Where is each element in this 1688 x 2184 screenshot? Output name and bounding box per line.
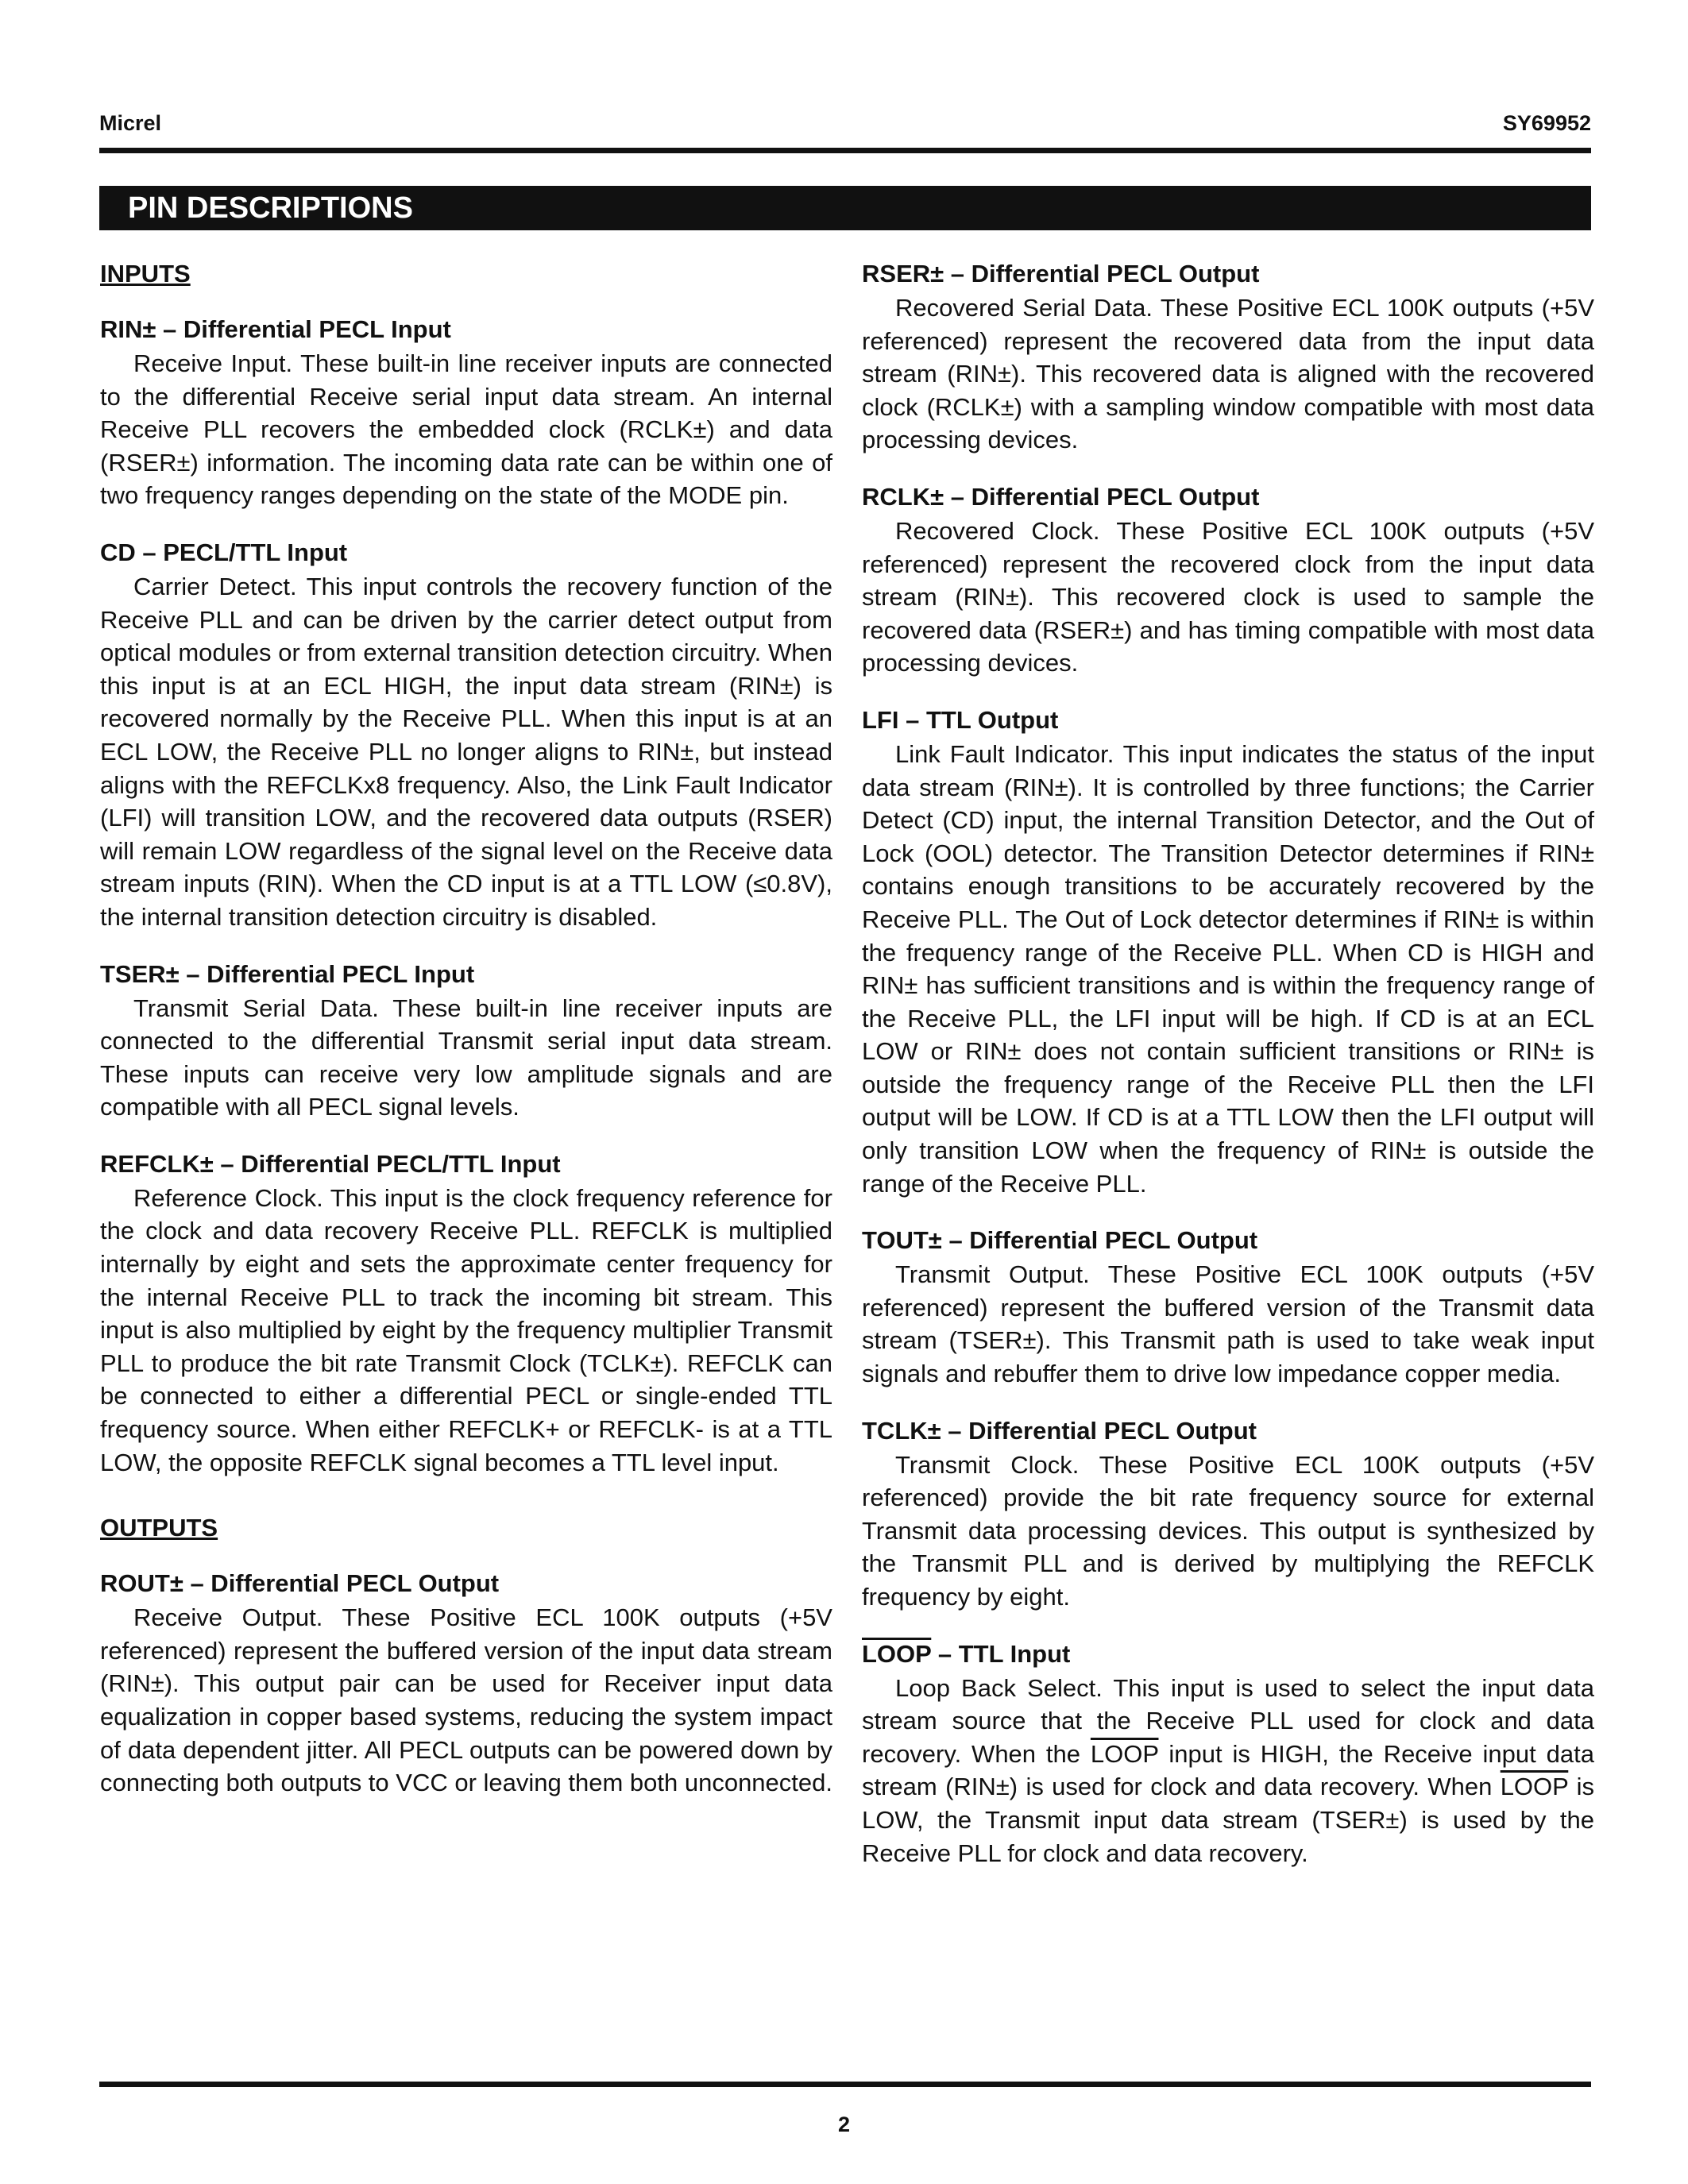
- right-column: [862, 258, 1594, 1894]
- section-banner: PIN DESCRIPTIONS: [99, 186, 1591, 230]
- pin-rin: [100, 314, 832, 512]
- pin-rser: [862, 258, 1594, 457]
- pin-description: Link Fault Indicator. This input indicates the status of the input data stream (RIN±). It is controlled by three functions; the Carrier Detect (CD) input, the internal Transition Detector, and the Out of Lock (OOL) detector. The Transition Detector determines if RIN± contains enough transitions to be accurately recovered by the Receive PLL. The Out of Lock detector determines if RIN± is within the frequency range of the Receive PLL. When CD is HIGH and RIN± has sufficient transitions and is within the frequency range of the Receive PLL, the LFI input will be high. If CD is at an ECL LOW or RIN± does not contain sufficient transitions or RIN± is outside the frequency range of the Receive PLL then the LFI output will be LOW. If CD is at a TTL LOW then the LFI output will only transition LOW when the frequency of RIN± is outside the range of the Receive PLL.: [862, 739, 1594, 1198]
- pin-description: Receive Input. These built-in line receiver inputs are connected to the differential Receive serial input data stream. An internal Receive PLL recovers the embedded clock (RCLK±) and data (RSER±) information. The incoming data rate can be within one of two frequency ranges depending on the state of the MODE pin.: [100, 349, 832, 510]
- header-part-number: SY69952: [1502, 111, 1591, 135]
- header-company: Micrel: [99, 111, 162, 135]
- pin-title: ROUT± – Differential PECL Output: [100, 1569, 500, 1598]
- outputs-heading: OUTPUTS: [100, 1514, 218, 1542]
- header-rule: [99, 148, 1591, 153]
- pin-description: Recovered Clock. These Positive ECL 100K outputs (+5V referenced) represent the recovered clock from the input data stream (RIN±). This recovered clock is used to sample the recovered data (RSER±) and has timing compatible with most data processing devices.: [862, 516, 1594, 677]
- pin-tser: [100, 959, 832, 1124]
- pin-refclk: [100, 1148, 832, 1479]
- loop-body-part: input is HIGH, the Receive input data stream (RIN±) is used for clock and data recovery. When: [862, 1739, 1594, 1801]
- pin-description: Transmit Output. These Positive ECL 100K outputs (+5V referenced) represent the buffered version of the Transmit data stream (TSER±). This Transmit path is used to take weak input signals and rebuffer them to drive low impedance copper media.: [862, 1260, 1594, 1388]
- pin-description: Reference Clock. This input is the clock frequency reference for the clock and data recovery Receive PLL. REFCLK is multiplied internally by eight and sets the approximate center frequency for the internal Receive PLL to track the incoming bit stream. This input is also multiplied by eight by the frequency multiplier Transmit PLL to produce the bit rate Transmit Clock (TCLK±). REFCLK can be connected to either a differential PECL or single-ended TTL frequency source. When either REFCLK+ or REFCLK- is at a TTL LOW, the opposite REFCLK signal becomes a TTL level input.: [100, 1183, 832, 1476]
- pin-lfi: [862, 704, 1594, 1200]
- pin-tclk: [862, 1415, 1594, 1614]
- loop-name-overline: LOOP: [862, 1639, 932, 1668]
- pin-title: RIN± – Differential PECL Input: [100, 315, 451, 343]
- pin-rout: [100, 1568, 832, 1800]
- pin-title: TOUT± – Differential PECL Output: [862, 1226, 1258, 1255]
- loop-body-overline: LOOP: [1090, 1739, 1159, 1768]
- inputs-heading: INPUTS: [100, 260, 191, 287]
- loop-title-rest: – TTL Input: [931, 1639, 1071, 1668]
- pin-title: RSER± – Differential PECL Output: [862, 260, 1260, 287]
- pin-description: Transmit Clock. These Positive ECL 100K outputs (+5V referenced) provide the bit rate frequency source for external Transmit data processing devices. This output is synthesized by the Transmit PLL and is derived by multiplying the REFCLK frequency by eight.: [862, 1450, 1594, 1611]
- pin-description: Carrier Detect. This input controls the recovery function of the Receive PLL and can be driven by the carrier detect output from optical modules or from external transition detection circuitry. When this input is at an ECL HIGH, the input data stream (RIN±) is recovered normally by the Receive PLL. When this input is at an ECL LOW, the Receive PLL no longer aligns to RIN±, but instead aligns with the REFCLKx8 frequency. Also, the Link Fault Indicator (LFI) will transition LOW, and the recovered data outputs (RSER) will remain LOW regardless of the signal level on the Receive data stream inputs (RIN). When the CD input is at a TTL LOW (≤0.8V), the internal transition detection circuitry is disabled.: [100, 572, 832, 931]
- pin-title: REFCLK± – Differential PECL/TTL Input: [100, 1149, 561, 1178]
- pin-description: Recovered Serial Data. These Positive ECL 100K outputs (+5V referenced) represent the recovered data from the input data stream (RIN±). This recovered data is aligned with the recovered clock (RCLK±) with a sampling window compatible with most data processing devices.: [862, 294, 1594, 454]
- loop-body-overline: LOOP: [1500, 1773, 1569, 1801]
- loop-body-part: is LOW, the Transmit input data stream (TSER±) is used by the Receive PLL for clock and data recovery.: [862, 1773, 1594, 1867]
- loop-body-part: Loop Back Select. This input is used to select the input data stream source that the Receive PLL used for clock and data recovery. When the: [862, 1673, 1594, 1768]
- pin-description: [862, 1672, 1594, 1870]
- pin-tout: [862, 1225, 1594, 1390]
- pin-title: LFI – TTL Output: [862, 705, 1059, 734]
- pin-title: TCLK± – Differential PECL Output: [862, 1416, 1257, 1445]
- footer-rule: [99, 2082, 1591, 2087]
- pin-description: Receive Output. These Positive ECL 100K outputs (+5V referenced) represent the buffered version of the input data stream (RIN±). This output pair can be used for Receiver input data equalization in copper based systems, reducing the system impact of data dependent jitter. All PECL outputs can be powered down by connecting both outputs to VCC or leaving them both unconnected.: [100, 1603, 832, 1797]
- page-number: 2: [837, 2113, 851, 2136]
- pin-description: Transmit Serial Data. These built-in line receiver inputs are connected to the differential Transmit serial input data stream. These inputs can receive very low amplitude signals and are compatible with all PECL signal levels.: [100, 994, 832, 1121]
- pin-rclk: [862, 481, 1594, 680]
- pin-loop: [862, 1638, 1594, 1870]
- pin-cd: [100, 537, 832, 934]
- left-column: [100, 258, 832, 1824]
- pin-title: TSER± – Differential PECL Input: [100, 959, 475, 988]
- pin-title: CD – PECL/TTL Input: [100, 538, 348, 566]
- pin-title: RCLK± – Differential PECL Output: [862, 482, 1260, 511]
- pin-title: [862, 1638, 1594, 1670]
